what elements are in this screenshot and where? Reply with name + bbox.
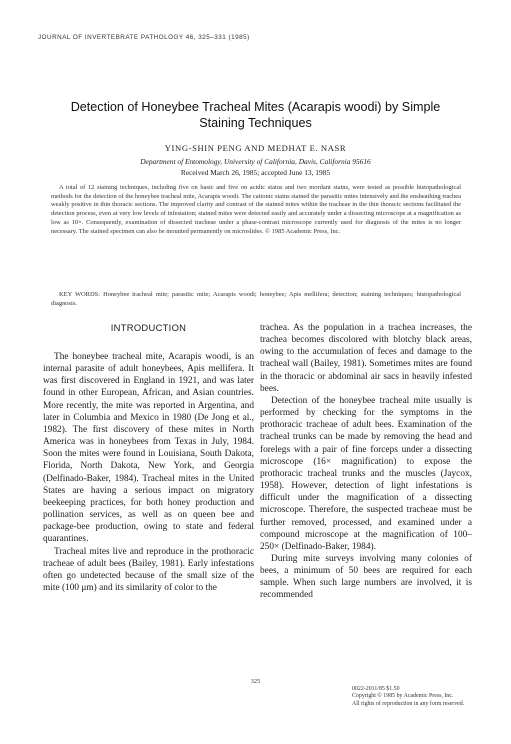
received-dates: Received March 26, 1985; accepted June 13, 1985 [180, 168, 331, 177]
section-heading-introduction: INTRODUCTION [110, 322, 187, 333]
left-column [43, 351, 254, 594]
authors: YING-SHIN PENG AND MEDHAT E. NASR [164, 143, 347, 153]
right-paragraph-1: trachea. As the population in a trachea increases, the trachea becomes discolored with blotchy black areas, owing to the accumulation of feces and damage to the tracheal wall (Bailey, 1981). Sometimes mites are found in the thoracic or abdominal air sacs in heavily infested bees. [260, 323, 472, 394]
issn-price: 0022-2011/85 $1.50 [352, 686, 400, 692]
page-number: 325 [250, 678, 261, 685]
running-head: JOURNAL OF INVERTEBRATE PATHOLOGY 46, 325–331 (1985) [38, 34, 250, 41]
right-paragraph-3: During mite surveys involving many colonies of bees, a minimum of 50 bees are required for each sample. When such large numbers are involved, it is recommended [260, 553, 472, 601]
copyright-line: Copyright © 1985 by Academic Press, Inc. [352, 693, 454, 700]
right-column [260, 322, 472, 602]
rights-line: All rights of reproduction in any form reserved. [352, 700, 465, 707]
keywords: KEY WORDS: Honeybee tracheal mite; parasitic mite; Acarapis woodi; honeybee; Apis mellifera; detection; staining techniques; histopathological diagnosis. [51, 291, 461, 307]
left-paragraph-2: Tracheal mites live and reproduce in the prothoracic tracheae of adult bees (Bailey, 1981). Early infestations often go undetected because of the small size of the mite (100 μm) and its similarity of color to the [43, 546, 254, 593]
abstract-text: A total of 12 staining techniques, including five on basic and five on acidic stains and two mordant stains, were tested as possible histopathological methods for the detection of the honeybee tracheal mite, Acarapis woodi. The cationic stains stained the parasitic mites intensively and the ensheathing trachea weakly positive in thin thoracic sections. The improved clarity and contrast of the stained mites within the tracheae in the thin thoracic sections facilitated the detection process, even at very low levels of infestation; stained mites were detected easily and accurately under a dissecting microscope at a magnification as low as 10×. Consequently, examination of dissected tracheae under a phase-contrast microscope currently used for diagnosis of the mites is no longer necessary. The stained specimen can also be mounted permanently on microslides. © 1985 Academic Press, Inc. [51, 184, 461, 235]
affiliation: Department of Entomology, University of California, Davis, California 95616 [140, 157, 371, 166]
right-paragraph-2: Detection of the honeybee tracheal mite usually is performed by checking for the symptoms in the prothoracic tracheae of adult bees. Examination of the tracheal trunks can be made by removing the head and forelegs with a pair of fine forceps under a dissecting microscope (16× magnification) to expose the prothoracic tracheal trunks and the muscles (Jaycox, 1958). However, detection of light infestations is difficult under the magnification of a dissecting microscope. Therefore, the suspected tracheae must be further removed, processed, and examined under a compound microscope at the magnification of 100–250× (Delfinado-Baker, 1984). [260, 395, 472, 552]
article-title [40, 99, 471, 131]
title-line-2: Staining Techniques [199, 116, 312, 130]
title-line-1: Detection of Honeybee Tracheal Mites (Acarapis woodi) by Simple [70, 100, 441, 114]
copyright-block [352, 686, 482, 708]
left-paragraph-1: The honeybee tracheal mite, Acarapis woodi, is an internal parasite of adult honeybees, Apis mellifera. It was first discovered in England in 1921, and was later found in other European, African, and Asian countries. More recently, the mite was reported in Argentina, and later in Columbia and Mexico in 1980 (De Jong et al., 1982). The first discovery of these mites in North America was in honeybees from Texas in July, 1984. Soon the mites were found in Louisiana, South Dakota, Florida, North Dakota, New York, and Georgia (Delfinado-Baker, 1984). Tracheal mites in the United States are having a serious impact on migratory beekeeping practices, for both honey production and pollination services, as well as on queen bee and package-bee production, owing to state and federal quarantines. [43, 352, 254, 545]
abstract [51, 184, 461, 236]
